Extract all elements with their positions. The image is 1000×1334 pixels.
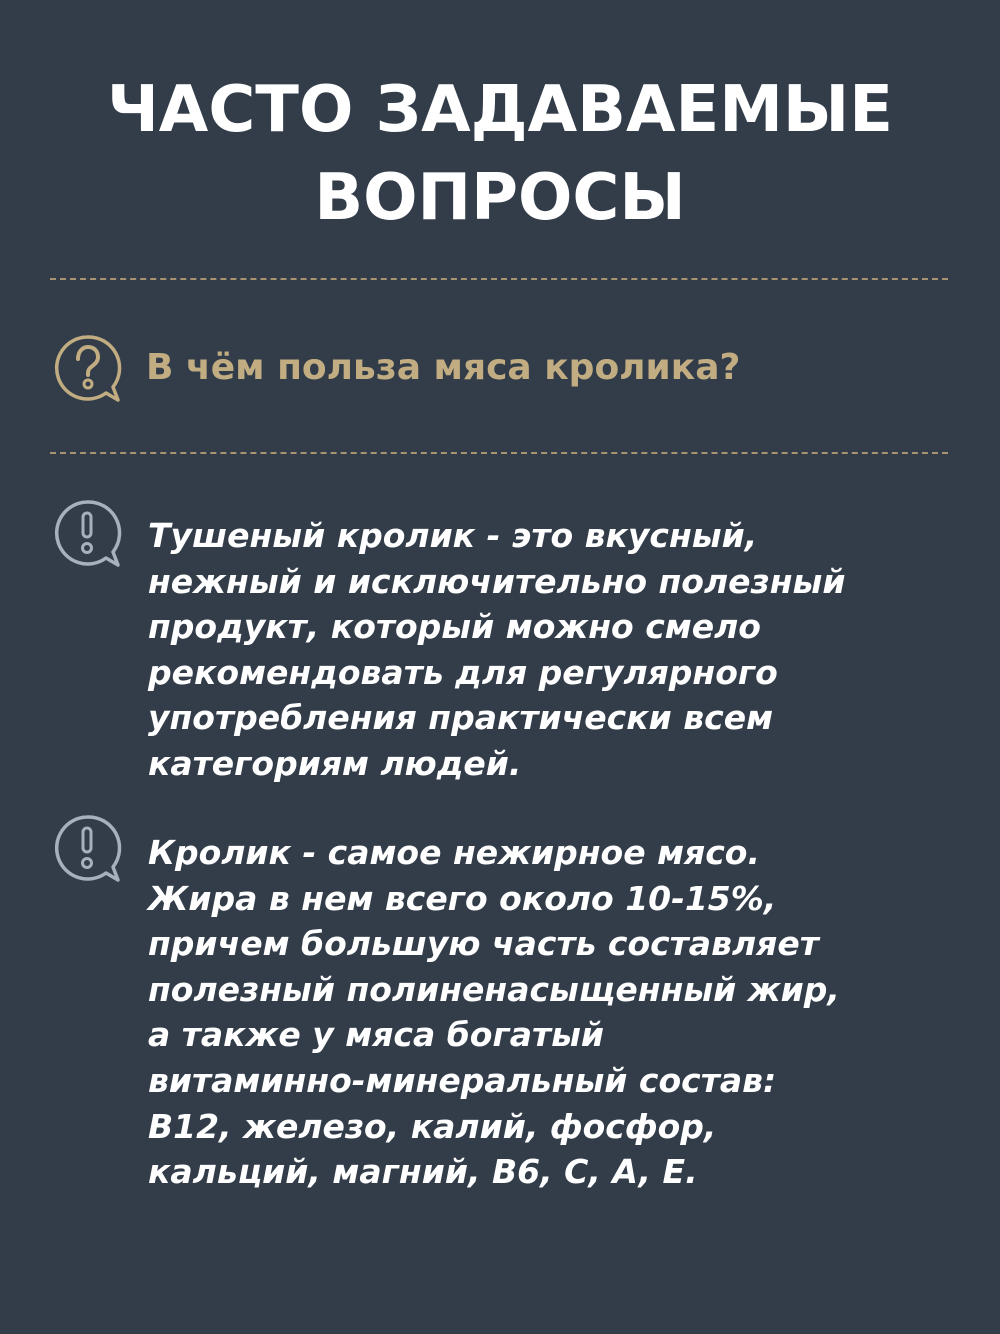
answer-line: Жира в нем всего около 10-15%,	[148, 878, 777, 918]
faq-answer-2	[148, 830, 968, 1195]
answer-line: рекомендовать для регулярного	[148, 652, 778, 692]
faq-question: В чём польза мяса кролика?	[146, 347, 741, 388]
answer-line: витаминно-минеральный состав:	[148, 1060, 777, 1100]
answer-line: употребления практически всем	[148, 698, 774, 738]
answer-line: а также у мяса богатый	[148, 1015, 605, 1055]
exclamation-bubble-icon	[50, 497, 124, 571]
bottom-divider	[50, 452, 948, 454]
question-bubble-icon	[50, 332, 124, 406]
answer-line: B12, железо, калий, фосфор,	[148, 1106, 717, 1146]
answer-line: Тушеный кролик - это вкусный,	[148, 516, 758, 555]
page-title-line-2: ВОПРОСЫ	[314, 161, 686, 235]
answer-line: полезный полиненасыщенный жир,	[148, 969, 840, 1009]
answer-line: продукт, который можно смело	[148, 607, 761, 647]
page-title-line-1: ЧАСТО ЗАДАВАЕМЫЕ	[107, 73, 893, 147]
answer-line: нежный и исключительно полезный	[148, 561, 846, 601]
answer-line: категориям людей.	[148, 743, 522, 783]
exclamation-bubble-icon	[50, 812, 124, 886]
answer-line: Кролик - самое нежирное мясо.	[148, 833, 761, 872]
page-title	[0, 66, 1000, 242]
faq-answer-1	[148, 513, 968, 787]
top-divider	[50, 278, 948, 280]
answer-line: причем большую часть составляет	[148, 924, 819, 964]
answer-line: кальций, магний, B6, C, A, E.	[148, 1152, 698, 1192]
